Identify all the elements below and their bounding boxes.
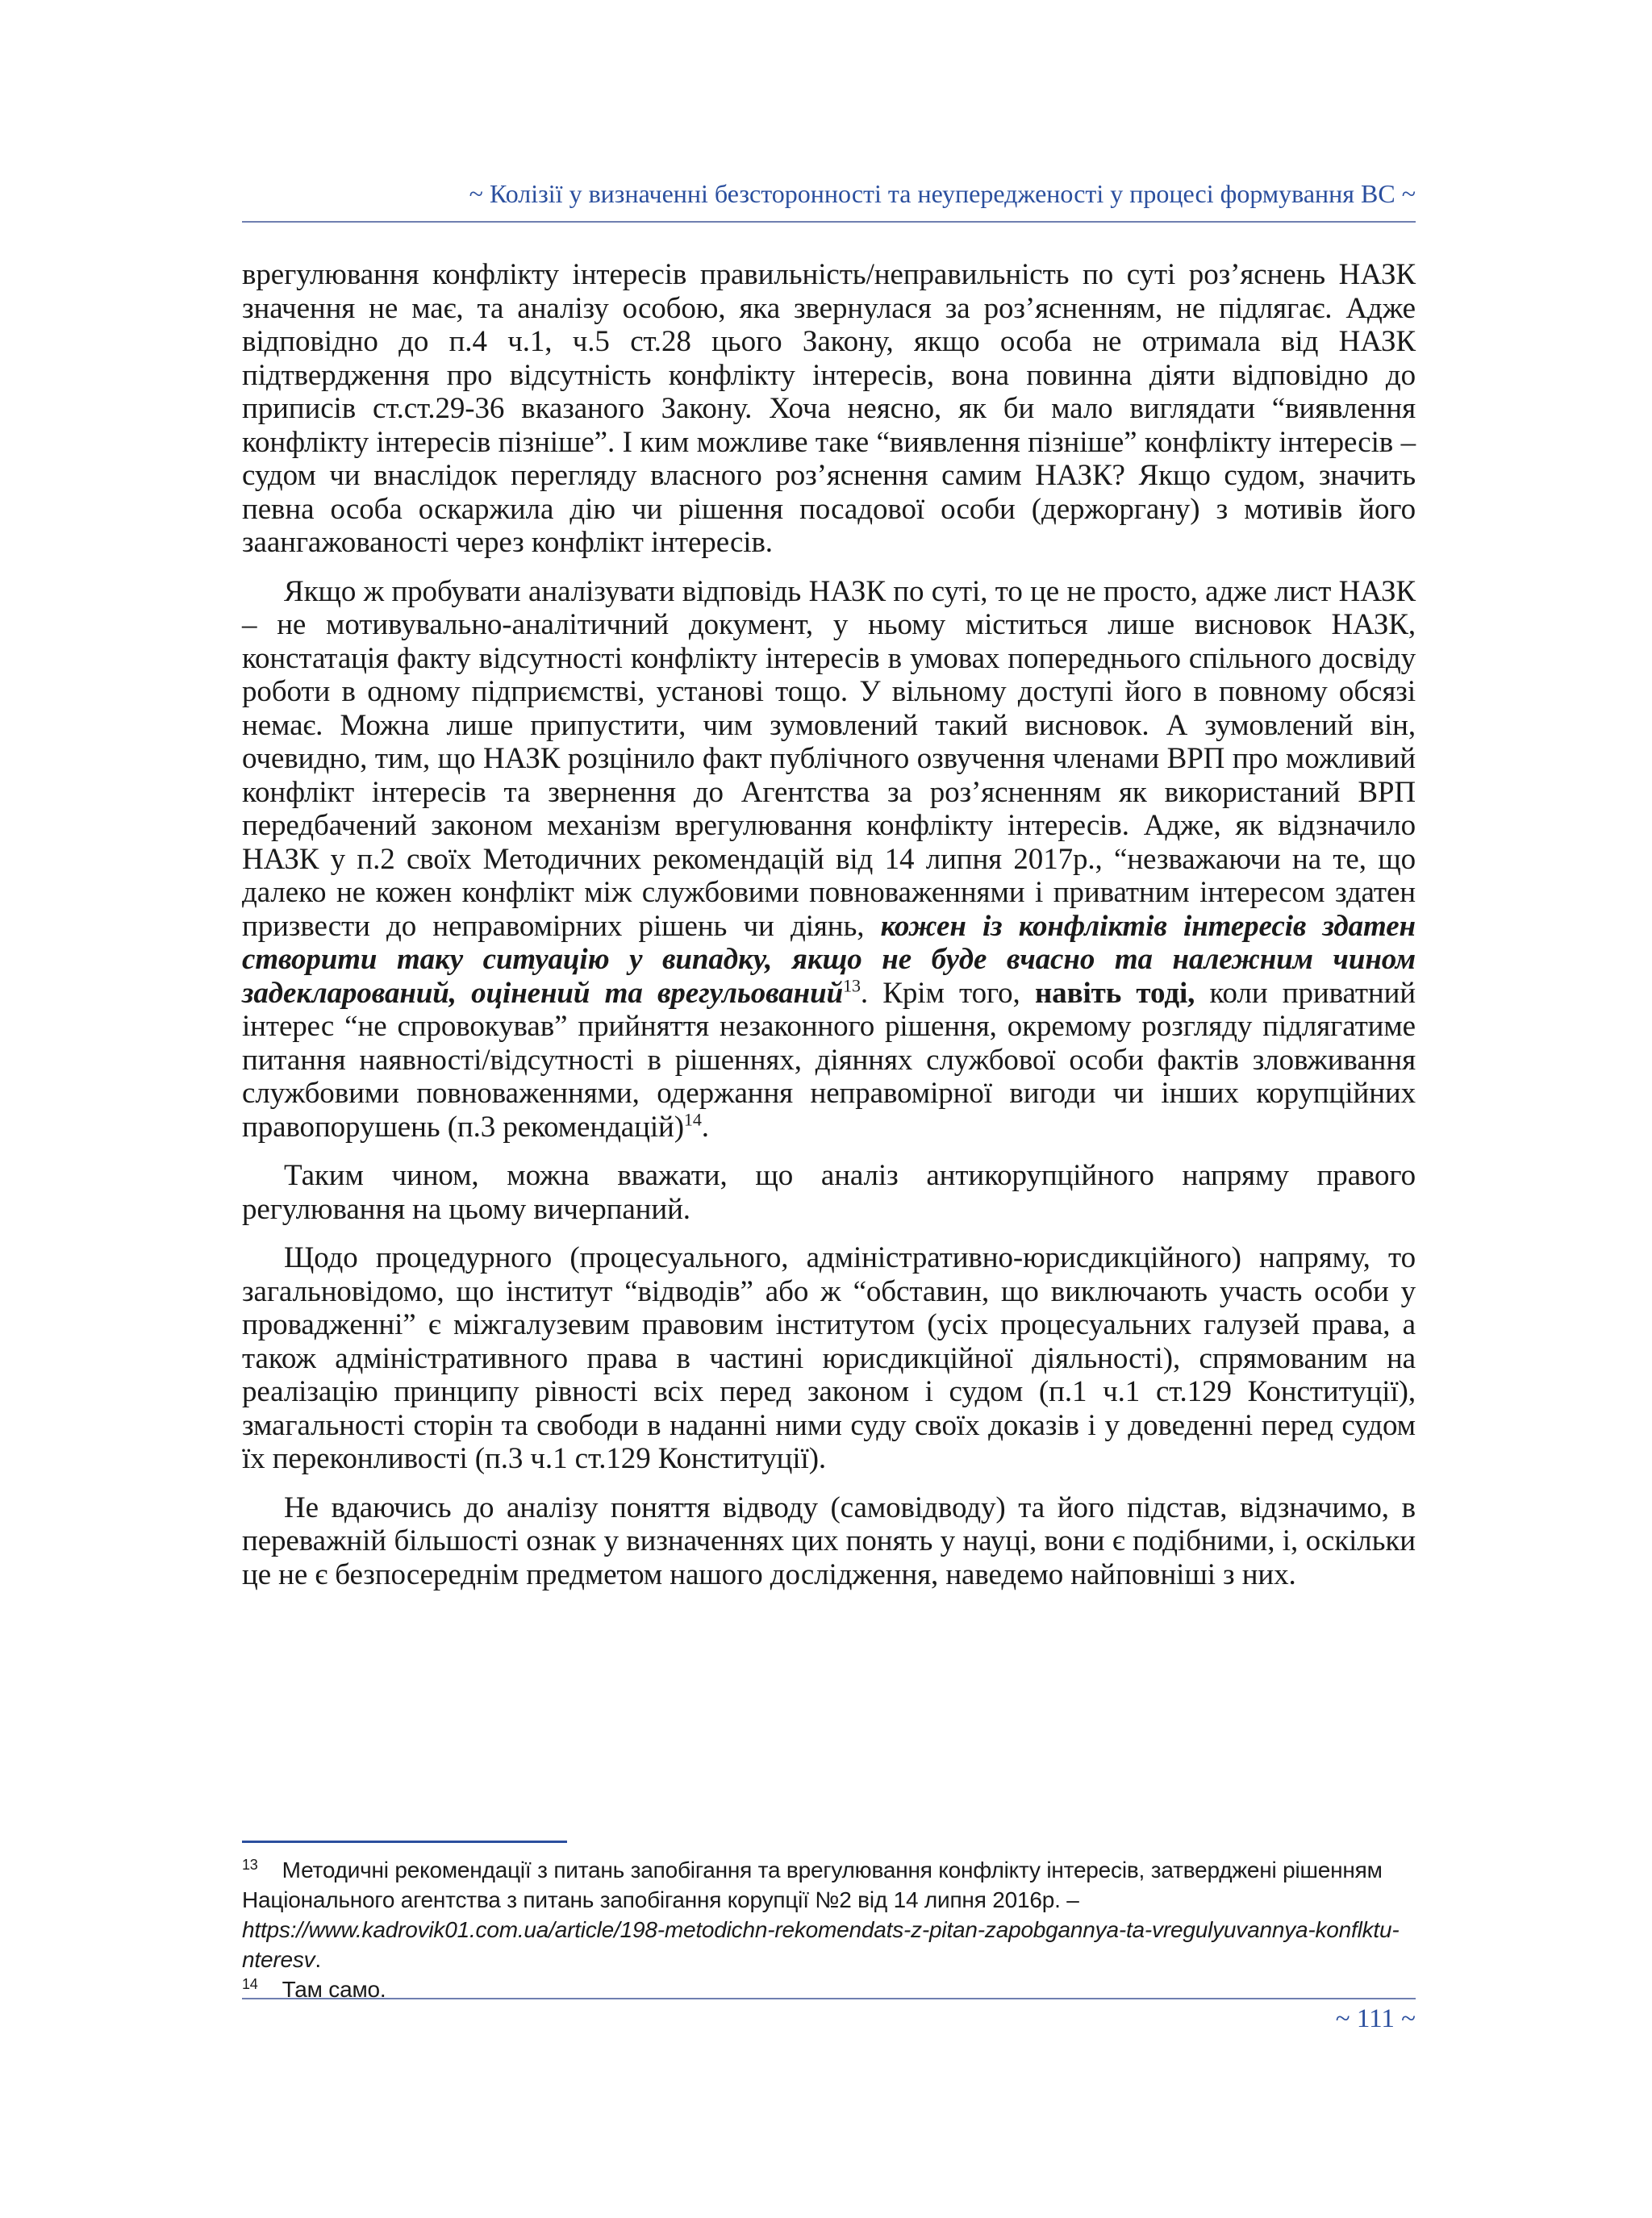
paragraph-2-text-d: . [701,1110,709,1144]
footnote-13-link[interactable]: https://www.kadrovik01.com.ua/article/198-metodichn-rekomendats-z-pitan-zapobgannya-ta-vregulyuvannya-konflktu-nteresv [242,1917,1400,1972]
main-text [242,258,1416,1607]
footnote-14-text: Там само. [282,1977,386,2002]
paragraph-2 [242,575,1416,1144]
paragraph-2-emphasis: кожен із конфліктів інтересів здатен створити таку ситуацію у випадку, якщо не буде вчасно та належним чином задекларований, оцінений та врегульований [242,909,1416,1010]
paragraph-2-text-c: коли приватний інтерес “не спровокував” прийняття незаконного рішення, окремому розгляду підлягатиме питання наявності/відсутності в рішеннях, діяннях службової особи фактів зловживання службовими повноваженнями, одержання неправомірної вигоди чи інших корупційних правопорушень (п.3 рекомендацій) [242,976,1416,1144]
footnote-13 [242,1855,1416,1974]
footnote-14-number: 14 [242,1975,258,1992]
footnote-13-text: Методичні рекомендації з питань запобігання та врегулювання конфлікту інтересів, затверджені рішенням Національного агентства з питань запобігання корупції №2 від 14 липня 2016р. – [242,1857,1383,1912]
footnotes [242,1855,1416,2004]
paragraph-2-text-b: . Крім того, [860,976,1035,1010]
page-number: ~ 111 ~ [1335,2004,1416,2033]
running-header: ~ Колізії у визначенні безсторонності та неупередженості у процесі формування ВС ~ [469,179,1416,208]
paragraph-2-bold: навіть тоді, [1034,976,1195,1010]
footnote-13-number: 13 [242,1856,258,1873]
paragraph-2-text-a: Якщо ж пробувати аналізувати відповідь НАЗК по суті, то це не просто, адже лист НАЗК – не мотивувально-аналітичний документ, у ньому міститься лише висновок НАЗК, констатація факту відсутності конфлікту інтересів в умовах попереднього спільного досвіду роботи в одному підприємстві, установі тощо. У вільному доступі його в повному обсязі немає. Можна лише припустити, чим зумовлений такий висновок. А зумовлений він, очевидно, тим, що НАЗК розцінило факт публічного озвучення членами ВРП про можливий конфлікт інтересів та звернення до Агентства за роз’ясненням як використаний ВРП передбачений законом механізм врегулювання конфлікту інтересів. Адже, як відзначило НАЗК у п.2 своїх Методичних рекомендацій від 14 липня 2017р., “незважаючи на те, що далеко не кожен конфлікт між службовими повноваженнями і приватним інтересом здатен призвести до неправомірних рішень чи діянь, [242,574,1416,943]
footnote-ref-13[interactable]: 13 [843,975,861,996]
paragraph-3: Таким чином, можна вважати, що аналіз антикорупційного напряму правого регулювання на цьому вичерпаний. [242,1159,1416,1226]
footnote-13-tail: . [315,1947,322,1972]
header-divider [242,221,1416,223]
footnote-14 [242,1974,1416,2004]
paragraph-1: врегулювання конфлікту інтересів правильність/неправильність по суті роз’яснень НАЗК значення не має, та аналізу особою, яка звернулася за роз’ясненням, не підлягає. Адже відповідно до п.4 ч.1, ч.5 ст.28 цього Закону, якщо особа не отримала від НАЗК підтвердження про відсутність конфлікту інтересів, вона повинна діяти відповідно до приписів ст.ст.29-36 вказаного Закону. Хоча неясно, як би мало виглядати “виявлення конфлікту інтересів пізніше”. І ким можливе таке “виявлення пізніше” конфлікту інтересів – судом чи внаслідок перегляду власного роз’яснення самим НАЗК? Якщо судом, значить певна особа оскаржила дію чи рішення посадової особи (держоргану) з мотивів його заангажованості через конфлікт інтересів. [242,258,1416,559]
footnote-ref-14[interactable]: 14 [683,1109,702,1130]
paragraph-5: Не вдаючись до аналізу поняття відводу (самовідводу) та його підстав, відзначимо, в переважній більшості ознак у визначеннях цих понять у науці, вони є подібними, і, оскільки це не є безпосереднім предметом нашого дослідження, наведемо найповніші з них. [242,1490,1416,1591]
footnote-divider [242,1841,567,1843]
footer-divider [242,1998,1416,1999]
paragraph-4: Щодо процедурного (процесуального, адміністративно-юрисдикційного) напряму, то загальновідомо, що інститут “відводів” або ж “обставин, що виключають участь особи у провадженні” є міжгалузевим правовим інститутом (усіх процесуальних галузей права, а також адміністративного права в частині юрисдикційної діяльності), спрямованим на реалізацію принципу рівності всіх перед законом і судом (п.1 ч.1 ст.129 Конституції), змагальності сторін та свободи в наданні ними суду своїх доказів і у доведенні перед судом їх переконливості (п.3 ч.1 ст.129 Конституції). [242,1241,1416,1475]
